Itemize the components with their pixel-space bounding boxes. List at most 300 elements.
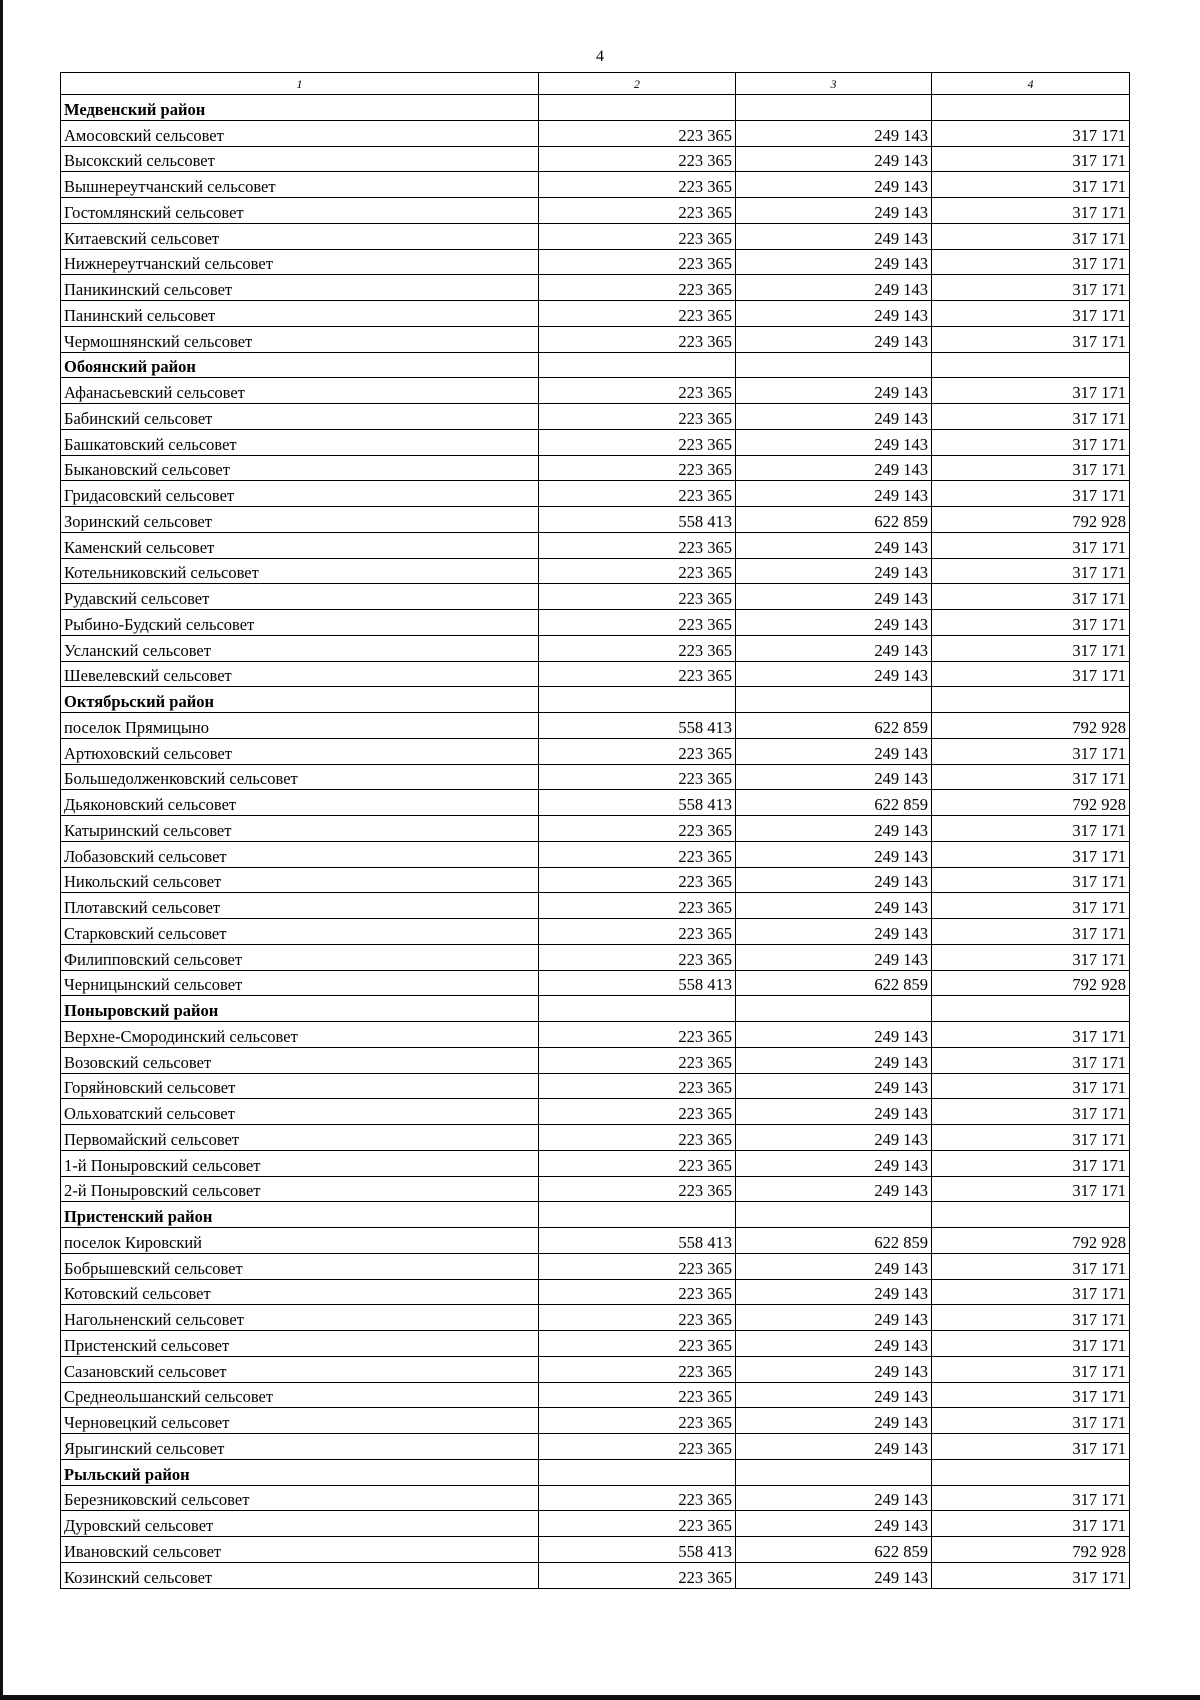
settlement-name: Рыбино-Будский сельсовет	[61, 610, 539, 636]
settlement-name: Бобрышевский сельсовет	[61, 1253, 539, 1279]
table-row	[61, 1356, 1130, 1382]
settlement-name: Нагольненский сельсовет	[61, 1305, 539, 1331]
column-header-3: 3	[736, 73, 932, 95]
settlement-name: Шевелевский сельсовет	[61, 661, 539, 687]
value-col-2: 558 413	[539, 507, 736, 533]
table-row	[61, 893, 1130, 919]
settlement-name: Ярыгинский сельсовет	[61, 1434, 539, 1460]
value-col-4: 317 171	[932, 1408, 1130, 1434]
value-col-4: 317 171	[932, 610, 1130, 636]
settlement-name: Котельниковский сельсовет	[61, 558, 539, 584]
value-col-2: 223 365	[539, 1331, 736, 1357]
value-col-4: 317 171	[932, 944, 1130, 970]
table-row	[61, 532, 1130, 558]
value-col-3: 249 143	[736, 1434, 932, 1460]
table-row	[61, 584, 1130, 610]
value-col-2: 223 365	[539, 558, 736, 584]
table-row	[61, 944, 1130, 970]
value-col-4: 317 171	[932, 455, 1130, 481]
value-col-2: 223 365	[539, 1022, 736, 1048]
value-col-3: 249 143	[736, 816, 932, 842]
table-row	[61, 1279, 1130, 1305]
value-col-3: 249 143	[736, 146, 932, 172]
value-col-3	[736, 1202, 932, 1228]
table-row	[61, 1511, 1130, 1537]
value-col-4: 317 171	[932, 1125, 1130, 1151]
value-col-2: 558 413	[539, 970, 736, 996]
value-col-3: 249 143	[736, 1073, 932, 1099]
data-table	[60, 72, 1130, 1589]
value-col-4: 317 171	[932, 146, 1130, 172]
value-col-2: 223 365	[539, 429, 736, 455]
settlement-name: Сазановский сельсовет	[61, 1356, 539, 1382]
table-body	[61, 95, 1130, 1589]
value-col-4: 317 171	[932, 326, 1130, 352]
value-col-4: 317 171	[932, 893, 1130, 919]
value-col-2: 223 365	[539, 867, 736, 893]
value-col-4: 317 171	[932, 764, 1130, 790]
settlement-name: Плотавский сельсовет	[61, 893, 539, 919]
settlement-name: Черновецкий сельсовет	[61, 1408, 539, 1434]
table-row	[61, 790, 1130, 816]
value-col-4: 317 171	[932, 404, 1130, 430]
value-col-4: 317 171	[932, 1279, 1130, 1305]
value-col-4	[932, 687, 1130, 713]
settlement-name: Козинский сельсовет	[61, 1562, 539, 1588]
table-row	[61, 223, 1130, 249]
value-col-3: 249 143	[736, 1408, 932, 1434]
value-col-2: 223 365	[539, 1356, 736, 1382]
value-col-3: 249 143	[736, 404, 932, 430]
value-col-3: 249 143	[736, 120, 932, 146]
value-col-4: 317 171	[932, 481, 1130, 507]
value-col-2: 223 365	[539, 1279, 736, 1305]
value-col-4: 317 171	[932, 1562, 1130, 1588]
settlement-name: Верхне-Смородинский сельсовет	[61, 1022, 539, 1048]
value-col-3: 249 143	[736, 1485, 932, 1511]
value-col-3	[736, 95, 932, 121]
value-col-2: 223 365	[539, 944, 736, 970]
value-col-2: 223 365	[539, 738, 736, 764]
value-col-2: 223 365	[539, 455, 736, 481]
value-col-2: 223 365	[539, 635, 736, 661]
settlement-name: Старковский сельсовет	[61, 919, 539, 945]
column-header-2: 2	[539, 73, 736, 95]
value-col-4: 317 171	[932, 584, 1130, 610]
value-col-2: 558 413	[539, 713, 736, 739]
scan-edge-left	[0, 0, 3, 1700]
table-row	[61, 275, 1130, 301]
value-col-3: 622 859	[736, 1228, 932, 1254]
value-col-3: 249 143	[736, 455, 932, 481]
value-col-3: 249 143	[736, 1125, 932, 1151]
value-col-3	[736, 687, 932, 713]
value-col-4: 317 171	[932, 249, 1130, 275]
value-col-4: 317 171	[932, 1305, 1130, 1331]
table-row	[61, 1382, 1130, 1408]
table-row	[61, 249, 1130, 275]
value-col-3: 249 143	[736, 919, 932, 945]
value-col-2	[539, 687, 736, 713]
value-col-3: 249 143	[736, 1022, 932, 1048]
table-row	[61, 301, 1130, 327]
value-col-2: 223 365	[539, 1150, 736, 1176]
settlement-name: Горяйновский сельсовет	[61, 1073, 539, 1099]
settlement-name: Гостомлянский сельсовет	[61, 198, 539, 224]
settlement-name: Березниковский сельсовет	[61, 1485, 539, 1511]
settlement-name: Нижнереутчанский сельсовет	[61, 249, 539, 275]
settlement-name: Усланский сельсовет	[61, 635, 539, 661]
value-col-3: 249 143	[736, 198, 932, 224]
value-col-2: 223 365	[539, 481, 736, 507]
table-row	[61, 1099, 1130, 1125]
value-col-3: 622 859	[736, 1537, 932, 1563]
value-col-3: 249 143	[736, 1047, 932, 1073]
value-col-4: 317 171	[932, 301, 1130, 327]
value-col-4: 317 171	[932, 198, 1130, 224]
value-col-2	[539, 95, 736, 121]
value-col-4: 792 928	[932, 507, 1130, 533]
value-col-4: 792 928	[932, 1228, 1130, 1254]
value-col-4: 317 171	[932, 1485, 1130, 1511]
table-row	[61, 1253, 1130, 1279]
settlement-name: Афанасьевский сельсовет	[61, 378, 539, 404]
value-col-4: 317 171	[932, 661, 1130, 687]
settlement-name: 1-й Поныровский сельсовет	[61, 1150, 539, 1176]
district-row	[61, 1459, 1130, 1485]
table-row	[61, 1125, 1130, 1151]
table-row	[61, 1047, 1130, 1073]
value-col-2	[539, 352, 736, 378]
settlement-name: Катыринский сельсовет	[61, 816, 539, 842]
value-col-3: 249 143	[736, 429, 932, 455]
value-col-3	[736, 1459, 932, 1485]
settlement-name: Чермошнянский сельсовет	[61, 326, 539, 352]
value-col-3: 249 143	[736, 1305, 932, 1331]
table-row	[61, 867, 1130, 893]
table-row	[61, 429, 1130, 455]
value-col-3	[736, 352, 932, 378]
value-col-2: 223 365	[539, 584, 736, 610]
settlement-name: 2-й Поныровский сельсовет	[61, 1176, 539, 1202]
value-col-3: 249 143	[736, 1331, 932, 1357]
value-col-4: 317 171	[932, 635, 1130, 661]
value-col-2: 223 365	[539, 249, 736, 275]
value-col-3: 249 143	[736, 635, 932, 661]
settlement-name: Ивановский сельсовет	[61, 1537, 539, 1563]
value-col-4: 317 171	[932, 738, 1130, 764]
scan-edge-bottom	[0, 1695, 1200, 1700]
table-row	[61, 1228, 1130, 1254]
value-col-3: 622 859	[736, 507, 932, 533]
value-col-3: 249 143	[736, 1511, 932, 1537]
value-col-4: 317 171	[932, 867, 1130, 893]
value-col-2: 558 413	[539, 790, 736, 816]
settlement-name: Котовский сельсовет	[61, 1279, 539, 1305]
value-col-4	[932, 95, 1130, 121]
table-row	[61, 841, 1130, 867]
value-col-2: 558 413	[539, 1228, 736, 1254]
table-row	[61, 919, 1130, 945]
value-col-3: 622 859	[736, 970, 932, 996]
value-col-3: 249 143	[736, 172, 932, 198]
value-col-3: 249 143	[736, 378, 932, 404]
value-col-2: 223 365	[539, 301, 736, 327]
value-col-4: 317 171	[932, 919, 1130, 945]
value-col-4	[932, 352, 1130, 378]
value-col-2: 223 365	[539, 404, 736, 430]
value-col-4	[932, 1202, 1130, 1228]
value-col-3: 249 143	[736, 1356, 932, 1382]
value-col-2: 223 365	[539, 532, 736, 558]
value-col-2: 223 365	[539, 1511, 736, 1537]
table-row	[61, 713, 1130, 739]
value-col-4: 317 171	[932, 1022, 1130, 1048]
district-row	[61, 996, 1130, 1022]
settlement-name: Вышнереутчанский сельсовет	[61, 172, 539, 198]
value-col-4: 317 171	[932, 1150, 1130, 1176]
value-col-3: 249 143	[736, 944, 932, 970]
value-col-3: 249 143	[736, 610, 932, 636]
district-row	[61, 352, 1130, 378]
settlement-name: Каменский сельсовет	[61, 532, 539, 558]
table-row	[61, 1408, 1130, 1434]
value-col-2: 223 365	[539, 275, 736, 301]
value-col-2: 223 365	[539, 1434, 736, 1460]
value-col-4: 792 928	[932, 1537, 1130, 1563]
settlement-name: Дьяконовский сельсовет	[61, 790, 539, 816]
value-col-4: 317 171	[932, 172, 1130, 198]
value-col-3: 249 143	[736, 1279, 932, 1305]
value-col-3: 622 859	[736, 713, 932, 739]
table-row	[61, 455, 1130, 481]
value-col-4: 317 171	[932, 223, 1130, 249]
value-col-3: 249 143	[736, 275, 932, 301]
value-col-2: 223 365	[539, 764, 736, 790]
value-col-3: 249 143	[736, 893, 932, 919]
district-row	[61, 687, 1130, 713]
value-col-4: 317 171	[932, 1331, 1130, 1357]
value-col-3: 249 143	[736, 223, 932, 249]
settlement-name: Среднеольшанский сельсовет	[61, 1382, 539, 1408]
settlement-name: Амосовский сельсовет	[61, 120, 539, 146]
value-col-4: 792 928	[932, 970, 1130, 996]
value-col-2: 223 365	[539, 816, 736, 842]
district-name: Поныровский район	[61, 996, 539, 1022]
value-col-4: 317 171	[932, 1382, 1130, 1408]
value-col-4: 792 928	[932, 713, 1130, 739]
settlement-name: Филипповский сельсовет	[61, 944, 539, 970]
value-col-2: 223 365	[539, 146, 736, 172]
value-col-2: 223 365	[539, 919, 736, 945]
value-col-3: 249 143	[736, 867, 932, 893]
table-row	[61, 764, 1130, 790]
value-col-2: 223 365	[539, 172, 736, 198]
value-col-2: 223 365	[539, 1176, 736, 1202]
table-row	[61, 326, 1130, 352]
column-header-1: 1	[61, 73, 539, 95]
value-col-4: 317 171	[932, 378, 1130, 404]
value-col-2: 223 365	[539, 223, 736, 249]
value-col-4	[932, 996, 1130, 1022]
value-col-4: 317 171	[932, 1511, 1130, 1537]
table-row	[61, 1485, 1130, 1511]
district-name: Медвенский район	[61, 95, 539, 121]
value-col-4: 317 171	[932, 1099, 1130, 1125]
value-col-2: 223 365	[539, 893, 736, 919]
table-row	[61, 481, 1130, 507]
value-col-2: 223 365	[539, 1125, 736, 1151]
table-row	[61, 172, 1130, 198]
table-row	[61, 1305, 1130, 1331]
value-col-2: 223 365	[539, 1485, 736, 1511]
value-col-4: 317 171	[932, 120, 1130, 146]
value-col-4: 317 171	[932, 532, 1130, 558]
settlement-name: Панинский сельсовет	[61, 301, 539, 327]
value-col-2: 223 365	[539, 661, 736, 687]
settlement-name: Зоринский сельсовет	[61, 507, 539, 533]
table-row	[61, 1537, 1130, 1563]
page-number: 4	[596, 48, 604, 65]
table-row	[61, 1150, 1130, 1176]
value-col-3: 622 859	[736, 790, 932, 816]
district-row	[61, 95, 1130, 121]
value-col-3: 249 143	[736, 1176, 932, 1202]
value-col-2: 223 365	[539, 378, 736, 404]
settlement-name: Ольховатский сельсовет	[61, 1099, 539, 1125]
value-col-3	[736, 996, 932, 1022]
value-col-4: 317 171	[932, 558, 1130, 584]
district-name: Обоянский район	[61, 352, 539, 378]
value-col-2: 223 365	[539, 1562, 736, 1588]
value-col-3: 249 143	[736, 1382, 932, 1408]
header-row	[61, 73, 1130, 95]
table-row	[61, 970, 1130, 996]
table-row	[61, 378, 1130, 404]
settlement-name: Бабинский сельсовет	[61, 404, 539, 430]
value-col-4: 317 171	[932, 816, 1130, 842]
table-row	[61, 1434, 1130, 1460]
settlement-name: Высокский сельсовет	[61, 146, 539, 172]
value-col-3: 249 143	[736, 1150, 932, 1176]
table-row	[61, 120, 1130, 146]
value-col-2: 223 365	[539, 120, 736, 146]
value-col-2: 223 365	[539, 1408, 736, 1434]
value-col-4: 792 928	[932, 790, 1130, 816]
settlement-name: Башкатовский сельсовет	[61, 429, 539, 455]
settlement-name: Черницынский сельсовет	[61, 970, 539, 996]
column-header-4: 4	[932, 73, 1130, 95]
value-col-3: 249 143	[736, 558, 932, 584]
settlement-name: Первомайский сельсовет	[61, 1125, 539, 1151]
settlement-name: Быкановский сельсовет	[61, 455, 539, 481]
settlement-name: Паникинский сельсовет	[61, 275, 539, 301]
value-col-4: 317 171	[932, 1434, 1130, 1460]
value-col-2: 223 365	[539, 326, 736, 352]
value-col-2: 558 413	[539, 1537, 736, 1563]
table-row	[61, 404, 1130, 430]
settlement-name: Артюховский сельсовет	[61, 738, 539, 764]
value-col-4: 317 171	[932, 1356, 1130, 1382]
district-row	[61, 1202, 1130, 1228]
table-row	[61, 558, 1130, 584]
value-col-2	[539, 1202, 736, 1228]
table-row	[61, 198, 1130, 224]
settlement-name: Пристенский сельсовет	[61, 1331, 539, 1357]
value-col-4: 317 171	[932, 275, 1130, 301]
settlement-name: Китаевский сельсовет	[61, 223, 539, 249]
value-col-3: 249 143	[736, 764, 932, 790]
value-col-3: 249 143	[736, 532, 932, 558]
settlement-name: Большедолженковский сельсовет	[61, 764, 539, 790]
value-col-2	[539, 996, 736, 1022]
district-name: Рыльский район	[61, 1459, 539, 1485]
settlement-name: Дуровский сельсовет	[61, 1511, 539, 1537]
value-col-4: 317 171	[932, 1073, 1130, 1099]
table-row	[61, 610, 1130, 636]
value-col-3: 249 143	[736, 1253, 932, 1279]
table-row	[61, 146, 1130, 172]
value-col-2: 223 365	[539, 1073, 736, 1099]
value-col-3: 249 143	[736, 584, 932, 610]
value-col-4	[932, 1459, 1130, 1485]
value-col-3: 249 143	[736, 1099, 932, 1125]
settlement-name: поселок Прямицыно	[61, 713, 539, 739]
table-row	[61, 507, 1130, 533]
table-row	[61, 661, 1130, 687]
value-col-4: 317 171	[932, 841, 1130, 867]
value-col-4: 317 171	[932, 1176, 1130, 1202]
value-col-2: 223 365	[539, 841, 736, 867]
value-col-2: 223 365	[539, 198, 736, 224]
table-row	[61, 635, 1130, 661]
table-row	[61, 1176, 1130, 1202]
value-col-4: 317 171	[932, 1253, 1130, 1279]
district-name: Пристенский район	[61, 1202, 539, 1228]
value-col-2: 223 365	[539, 1099, 736, 1125]
settlement-name: Лобазовский сельсовет	[61, 841, 539, 867]
value-col-3: 249 143	[736, 249, 932, 275]
value-col-2	[539, 1459, 736, 1485]
table-row	[61, 1331, 1130, 1357]
value-col-3: 249 143	[736, 481, 932, 507]
value-col-4: 317 171	[932, 429, 1130, 455]
value-col-4: 317 171	[932, 1047, 1130, 1073]
settlement-name: поселок Кировский	[61, 1228, 539, 1254]
value-col-3: 249 143	[736, 661, 932, 687]
settlement-name: Никольский сельсовет	[61, 867, 539, 893]
value-col-2: 223 365	[539, 1047, 736, 1073]
settlement-name: Возовский сельсовет	[61, 1047, 539, 1073]
value-col-2: 223 365	[539, 1253, 736, 1279]
value-col-3: 249 143	[736, 301, 932, 327]
district-name: Октябрьский район	[61, 687, 539, 713]
table-row	[61, 738, 1130, 764]
value-col-3: 249 143	[736, 326, 932, 352]
value-col-2: 223 365	[539, 1305, 736, 1331]
value-col-3: 249 143	[736, 738, 932, 764]
settlement-name: Рудавский сельсовет	[61, 584, 539, 610]
settlement-name: Гридасовский сельсовет	[61, 481, 539, 507]
value-col-2: 223 365	[539, 610, 736, 636]
table-row	[61, 1073, 1130, 1099]
value-col-3: 249 143	[736, 1562, 932, 1588]
table-row	[61, 816, 1130, 842]
value-col-3: 249 143	[736, 841, 932, 867]
value-col-2: 223 365	[539, 1382, 736, 1408]
table-row	[61, 1562, 1130, 1588]
table-row	[61, 1022, 1130, 1048]
